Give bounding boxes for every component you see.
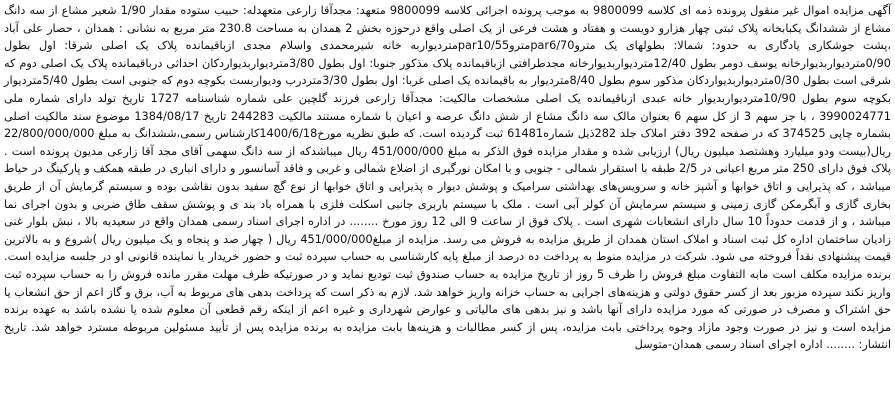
auction-notice-text: آگهی مزایده اموال غیر منقول پرونده ذمه ای کلاسه 9800099 به موجب پرونده اجرائی کلاسه 9800099 متعهد: مجدآقا زارعی متعهدله: حبیب ستوده مقدار 1/90 شعیر مشاع از سه دانگ مشاع از ششدانگ یکبابخانه پلاک ثبتی چهار هزارو دویست و هفتاد و هشت فرعی از یک اصلی واقع درحوزه بخش 2 همدان به مساحت 230.8 متر مربع به نشانی : همدان ، حصار علی آباد ،پشت جوشکاری یادگاری به حدود: شمالا: بطولهای یک متروpar6/70متروpar10/55متردیواربه خانه شیرمحمدی واسلام مجدی ازباقیمانده پلاک یک اصلی شرقا: اول بطول 0/90متردیواربدیوارخانه یوسف دومر بطول 12/40متردیواربدیوارخانه مجدطرافتی ازباقیمانده پلاک مذکور جنوبا: اول بطول 3/80متردیواربدیواردکان احداثی درباقیمانده پلاک یک اصلی دوم که شرقی است بطول 0/30متردیواربدیواردکان مذکور سوم بطول 8/40متردیوار به باقیمانده یک اصلی غربا: اول بطول 3/30متردرب ودیواربست بکوچه دوم که جنوبی است بطول 5/40متردیوار بکوچه سوم بطول 10/90متردیواربدیوار خانه عبدی ازباقیمانده یک اصلی مشخصات مالکیت: مجدآقا زارعی فرزند گلچین علی شماره شناسنامه 1727 تاریخ تولد دارای شماره ملی 3990024771 ، با جز سهم 3 از کل سهم 6 بعنوان مالک سه دانگ مشاع از شش دانگ عرصه و اعیان با شماره مستند مالکیت 244283 تاریخ 1384/08/17 موضوع سند مالکیت اصلی بشماره چاپی 374525 که در صفحه 392 دفتر املاک جلد 282ذیل شماره61481 ثبت گردیده است. که طبق نظریه مورخ1400/6/18کارشناس رسمی،ششدانگ به مبلغ 22/800/000/000 ریال(بیست ودو میلیارد وهشتصد میلیون ریال) ارزیابی شده و مقدار مزایده فوق الذکر به مبلغ 451/000/000 ریال میباشدکه از سه دانگ سهمی آقای مجد آقا زارعی مدیون پرونده است . پلاک فوق دارای 250 متر مربع اعیانی در 2/5 طبقه با استقرار شمالی - جنوبی و با امکان نورگیری از اضلاع شمالی و غربی و فاقد آسانسور و دارای انباری در طبقه همکف و پارکینگ در حیاط میباشد ، که پذیرایی و اتاق خوابها و آشپز خانه و سرویس‌های بهداشتی سرامیک و پوشش دیوار ه پذیرایی و اتاق خوابها از نوع گچ سفید بدون نقاشی بوده و سیستم گرمایش آن از طریق بخاری گازی و آبگرمکن گازی زمینی و سیستم سرمایش آن کولر آبی است . ملک با سیستم باربری جانبی اسکلت فلزی با همراه باد بند ی و پوشش سقف طاق ضربی و بدون اجرای نما میباشد ، و از قدمت حدوداً 10 سال دارای انشعابات شهری است . پلاک فوق از ساعت 9 الی 12 روز مورخ ........ در اداره اجرای اسناد رسمی همدان واقع در سعیدیه بالا ، نبش بلوار غنی زادیان ساختمان اداره کل ثبت اسناد و املاک استان همدان از طریق مزایده به فروش می رسد. مزایده از مبلغ451/000/000 ریال ( چهار صد و پنجاه و یک میلیون ریال )شروع و به بالاترین قیمت پیشنهادی نقداً فروخته می شود. شرکت در مزایده منوط به پرداخت ده درصد از مبلغ پایه کارشناسی به حساب سپرده ثبت و حضور خریدار یا نماینده قانونی او در جلسه مزایده است. برنده مزایده مکلف است مابه التفاوت مبلغ فروش را ظرف 5 روز از تاریخ مزایده به حساب صندوق ثبت تودیع نماید و در صورتیکه ظرف مهلت مقرر مانده فروش را به حساب سپرده ثبت واریز نکند سپرده مزبور بعد از کسر حقوق دولتی و هزینه‌های اجرایی به حساب خزانه واریز خواهد شد. لازم به ذکر است که پرداخت بدهی های مربوط به آب، برق و گاز اعم از حق انشعاب یا حق اشتراک و مصرف در صورتی که مورد مزایده دارای آنها باشد و نیز بدهی های مالیاتی و عوارض شهرداری و غیره اعم از اینکه رقم قطعی آن معلوم شده یا نشده باشد به عهده برنده مزایده است و نیز در صورت وجود مازاد وجوه پرداختی بابت مزایده، پس از کسر مطالبات و هزینه‌ها بابت مزایده به برنده مزایده پس از تأیید مسئولین مربوطه مسترد خواهد شد. تاریخ انتشار: ........ اداره اجرای اسناد رسمی همدان-متوسل (4, 4, 892, 352)
